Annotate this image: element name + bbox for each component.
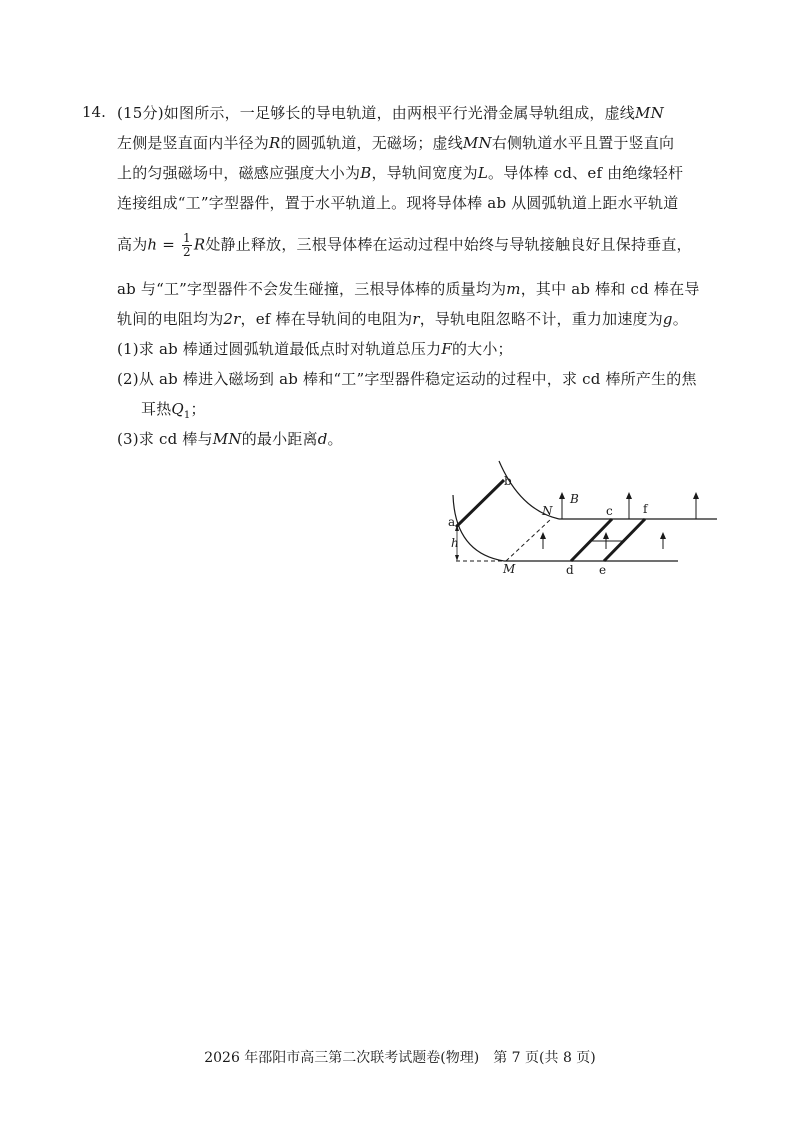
- question-line-1: [117, 103, 664, 123]
- label-b: b: [504, 474, 512, 488]
- question-line-4: 连接组成“工”字型器件，置于水平轨道上。现将导体棒 ab 从圆弧轨道上距水平轨道: [117, 194, 679, 212]
- text-segment: 如图所示，一足够长的导电轨道，由两根平行光滑金属导轨组成，虚线: [163, 104, 636, 122]
- question-line-6: [117, 279, 700, 299]
- rod-ef: [604, 519, 645, 561]
- rod-ab: [456, 480, 504, 527]
- symbol-r: R: [193, 235, 206, 254]
- rail-diagram: [440, 455, 720, 580]
- question-line-7: [117, 309, 688, 329]
- text-segment: 右侧轨道水平且置于竖直向: [491, 134, 675, 152]
- h-arrow-down: [455, 555, 459, 561]
- label-d: d: [566, 563, 574, 577]
- subscript-1: 1: [183, 410, 191, 421]
- text-segment: 。导体棒 cd、ef 由绝缘轻杆: [488, 164, 684, 182]
- text-segment: ；: [190, 400, 206, 418]
- equals-sign: =: [157, 235, 180, 254]
- label-h: h: [451, 536, 459, 550]
- symbol-2r: 2r: [223, 310, 241, 328]
- text-segment: ，导轨间宽度为: [371, 164, 478, 182]
- text-segment: 上的匀强磁场中，磁感应强度大小为: [117, 164, 361, 182]
- sub-question-3: [117, 429, 343, 449]
- question-line-2: [117, 133, 674, 153]
- symbol-g: g: [662, 310, 673, 328]
- label-b-field: B: [570, 492, 579, 506]
- text-segment: ，ef 棒在导轨间的电阻为: [240, 310, 413, 328]
- label-c: c: [606, 504, 613, 518]
- question-points: (15分): [117, 104, 164, 122]
- sub-question-1: [117, 339, 513, 359]
- text-segment: 高为: [117, 235, 148, 254]
- symbol-d: d: [317, 430, 328, 448]
- sub-question-2: (2)从 ab 棒进入磁场到 ab 棒和“工”字型器件稳定运动的过程中，求 cd 棒所产生的焦: [117, 370, 697, 388]
- text-segment: 的最小距离: [241, 430, 318, 448]
- text-segment: 左侧是竖直面内半径为: [117, 134, 270, 152]
- fraction-numerator: 1: [183, 231, 191, 245]
- symbol-mn: MN: [462, 134, 492, 152]
- fraction-one-half: [182, 232, 192, 259]
- symbol-r: R: [269, 134, 281, 152]
- fraction-denominator: 2: [183, 245, 191, 259]
- text-segment: ab 与“工”字型器件不会发生碰撞，三根导体棒的质量均为: [117, 280, 507, 298]
- text-segment: 。: [327, 430, 343, 448]
- label-f: f: [643, 502, 648, 516]
- text-segment: ，导轨电阻忽略不计，重力加速度为: [419, 310, 663, 328]
- symbol-r: r: [412, 310, 420, 328]
- label-m: M: [503, 562, 516, 576]
- b-field-arrows: [540, 492, 699, 549]
- text-segment: (1)求 ab 棒通过圆弧轨道最低点时对轨道总压力: [117, 340, 442, 358]
- text-segment: ，其中 ab 棒和 cd 棒在导: [520, 280, 700, 298]
- symbol-q: Q: [171, 400, 184, 418]
- label-a: a: [448, 515, 456, 529]
- question-line-5: [117, 232, 692, 259]
- symbol-b: B: [360, 164, 372, 182]
- label-n: N: [542, 504, 553, 518]
- mn-boundary: [506, 519, 551, 561]
- sub-question-2-cont: [141, 399, 206, 426]
- symbol-m: m: [506, 280, 521, 298]
- symbol-h: h: [147, 235, 158, 254]
- label-e: e: [599, 563, 607, 577]
- text-segment: (3)求 cd 棒与: [117, 430, 213, 448]
- text-segment: 耳热: [141, 400, 172, 418]
- symbol-mn: MN: [212, 430, 242, 448]
- text-segment: 。: [672, 310, 688, 328]
- text-segment: 的圆弧轨道，无磁场；虚线: [280, 134, 463, 152]
- symbol-mn: MN: [635, 104, 664, 122]
- question-number: 14.: [82, 103, 106, 121]
- text-segment: 的大小；: [451, 340, 513, 358]
- text-segment: 轨间的电阻均为: [117, 310, 224, 328]
- page-footer: 2026 年邵阳市高三第二次联考试题卷(物理) 第 7 页(共 8 页): [204, 1050, 596, 1066]
- text-segment: 处静止释放，三根导体棒在运动过程中始终与导轨接触良好且保持垂直，: [205, 235, 692, 254]
- question-line-3: [117, 163, 683, 183]
- symbol-f: F: [441, 340, 452, 358]
- symbol-l: L: [477, 164, 489, 182]
